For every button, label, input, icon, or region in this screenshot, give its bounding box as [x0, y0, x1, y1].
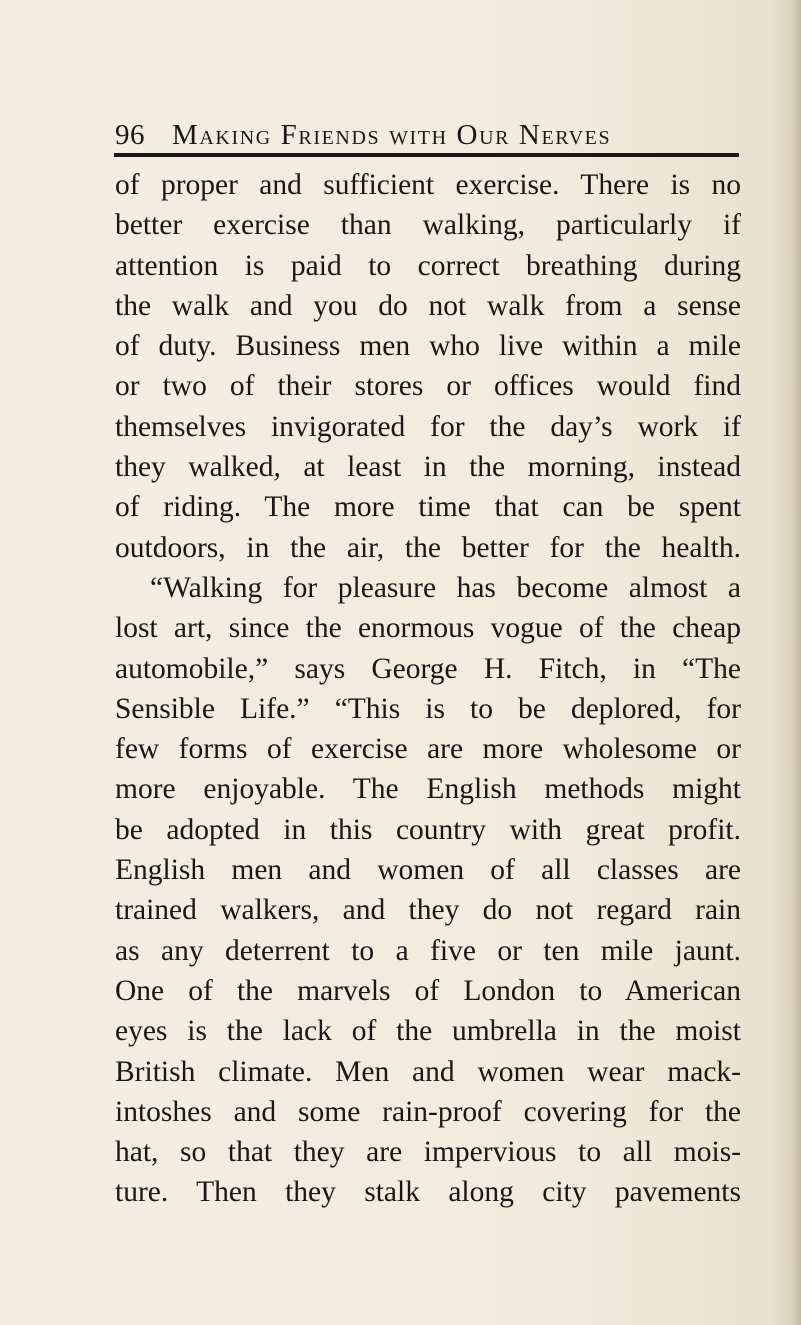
text-line: outdoors, in the air, the better for the health.: [115, 531, 741, 564]
paragraph-start-line: “Walking for pleasure has become almost a: [150, 571, 741, 604]
text-line: of duty. Business men who live within a mile: [115, 330, 741, 363]
text-line: eyes is the lack of the umbrella in the moist: [115, 1015, 741, 1048]
text-line: ture. Then they stalk along city pavements: [115, 1176, 741, 1209]
body-text: [115, 165, 741, 1213]
text-line: hat, so that they are impervious to all mois-: [115, 1136, 741, 1169]
text-line: the walk and you do not walk from a sense: [115, 289, 741, 322]
text-line: themselves invigorated for the day’s work if: [115, 410, 741, 443]
page-edge-shadow: [791, 0, 801, 1325]
text-line: of proper and sufficient exercise. There is no: [115, 169, 741, 201]
text-line: few forms of exercise are more wholesome or: [115, 733, 741, 766]
text-line: as any deterrent to a five or ten mile jaunt.: [115, 934, 741, 967]
text-line: English men and women of all classes are: [115, 854, 741, 887]
text-line: British climate. Men and women wear mack-: [115, 1055, 741, 1088]
header-rule: [114, 153, 739, 157]
text-line: better exercise than walking, particularly if: [115, 209, 741, 242]
text-line: attention is paid to correct breathing during: [115, 249, 741, 282]
text-line: Sensible Life.” “This is to be deplored, for: [115, 692, 741, 725]
running-title: Making Friends with Our Nerves: [172, 119, 612, 151]
text-line: or two of their stores or offices would find: [115, 370, 741, 403]
text-line: One of the marvels of London to American: [115, 974, 741, 1007]
text-line: intoshes and some rain-proof covering for the: [115, 1095, 741, 1128]
text-line: lost art, since the enormous vogue of the cheap: [115, 612, 741, 645]
page-number: 96: [115, 119, 145, 151]
text-line: trained walkers, and they do not regard rain: [115, 894, 741, 927]
text-line: more enjoyable. The English methods might: [115, 773, 741, 806]
text-line: of riding. The more time that can be spent: [115, 491, 741, 524]
text-line: they walked, at least in the morning, instead: [115, 451, 741, 484]
running-header: [115, 118, 737, 152]
text-line: be adopted in this country with great profit.: [115, 813, 741, 846]
text-line: automobile,” says George H. Fitch, in “The: [115, 652, 741, 685]
